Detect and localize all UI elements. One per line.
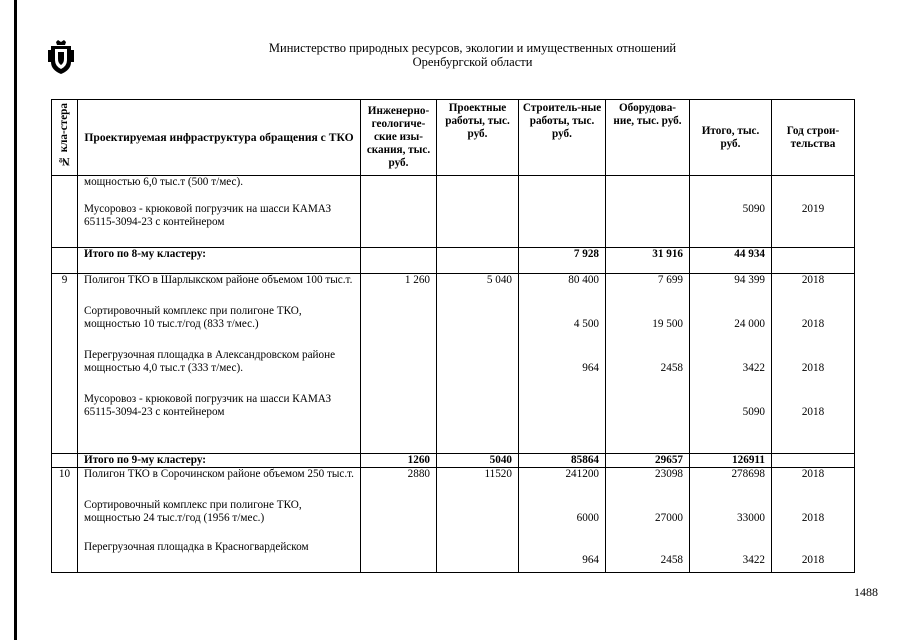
col-header-geo: Инженерно-геологиче-ские изы-скания, тыс. руб. — [361, 100, 437, 176]
item-name: Сортировочный комплекс при полигоне ТКО, мощностью 10 тыс.т/год (833 т/мес.) — [84, 305, 302, 330]
cell-equip: 23098 — [655, 468, 683, 480]
subtotal-label: Итого по 8-му кластеру: — [78, 248, 361, 274]
cell-year: 2018 — [801, 318, 825, 330]
item-name: мощностью 6,0 тыс.т (500 т/мес). — [84, 176, 244, 188]
cell-build: 241200 — [565, 468, 599, 480]
infrastructure-table — [51, 99, 855, 573]
cell-total: 3422 — [742, 362, 765, 374]
cell-build: 7 928 — [519, 248, 606, 274]
table-row — [52, 176, 855, 248]
cell-total: 3422 — [742, 554, 765, 566]
cell-year: 2018 — [801, 274, 825, 286]
cell-build: 80 400 — [568, 274, 599, 286]
cell-build: 85864 — [519, 454, 606, 468]
coat-of-arms-icon — [48, 40, 74, 74]
cell-geo: 1260 — [361, 454, 437, 468]
cell-design: 11520 — [484, 468, 512, 480]
cell-design: 5040 — [437, 454, 519, 468]
item-name: Полигон ТКО в Шарлыкском районе объемом 100 тыс.т. — [84, 274, 353, 286]
cell-build: 4 500 — [573, 318, 599, 330]
col-header-build: Строитель-ные работы, тыс. руб. — [519, 100, 606, 176]
cell-year: 2018 — [801, 362, 825, 374]
cell-year: 2018 — [801, 468, 825, 480]
col-header-name: Проектируемая инфраструктура обращения с ТКО — [78, 100, 361, 176]
cell-equip: 2458 — [660, 554, 683, 566]
cell-total: 5090 — [742, 203, 765, 215]
cluster-number: 9 — [52, 274, 78, 454]
table-row — [52, 468, 855, 573]
cell-total: 126911 — [690, 454, 772, 468]
cell-equip: 27000 — [655, 512, 683, 524]
cell-total: 94 399 — [734, 274, 765, 286]
cell-equip: 31 916 — [606, 248, 690, 274]
subtotal-row-9 — [52, 454, 855, 468]
cell-build: 964 — [582, 362, 599, 374]
cell-total: 44 934 — [690, 248, 772, 274]
cell-equip: 29657 — [606, 454, 690, 468]
col-header-num: № кла-стера — [52, 100, 78, 176]
page-edge-bar — [14, 0, 17, 640]
col-header-equip: Оборудова-ние, тыс. руб. — [606, 100, 690, 176]
col-header-year: Год строи-тельства — [772, 100, 855, 176]
page-number: 1488 — [854, 585, 878, 599]
cell-build: 6000 — [576, 512, 599, 524]
table-header-row — [52, 100, 855, 176]
cell-build: 964 — [582, 554, 599, 566]
cluster-number: 10 — [52, 468, 78, 573]
cell-total: 5090 — [742, 406, 765, 418]
cell-geo: 1 260 — [404, 274, 430, 286]
table-row — [52, 274, 855, 454]
cell-total: 24 000 — [734, 318, 765, 330]
header-region: Оренбургской области — [412, 55, 533, 69]
item-name: Полигон ТКО в Сорочинском районе объемом 250 тыс.т. — [84, 468, 354, 480]
cell-year: 2018 — [801, 512, 825, 524]
subtotal-row-8 — [52, 248, 855, 274]
item-name: Мусоровоз - крюковой погрузчик на шасси КАМАЗ 65115-3094-23 с контейнером — [84, 393, 332, 418]
cell-geo: 2880 — [407, 468, 430, 480]
cell-equip: 19 500 — [652, 318, 683, 330]
item-name: Сортировочный комплекс при полигоне ТКО, мощностью 24 тыс.т/год (1956 т/мес.) — [84, 499, 302, 524]
cell-year: 2018 — [801, 554, 825, 566]
subtotal-label: Итого по 9-му кластеру: — [78, 454, 361, 468]
item-name: Перегрузочная площадка в Красногвардейском — [84, 541, 309, 553]
col-header-total: Итого, тыс. руб. — [690, 100, 772, 176]
cell-total: 278698 — [731, 468, 765, 480]
item-name: Перегрузочная площадка в Александровском районе мощностью 4,0 тыс.т (333 т/мес). — [84, 349, 336, 374]
col-header-design: Проектные работы, тыс. руб. — [437, 100, 519, 176]
cell-year: 2019 — [801, 203, 825, 215]
cell-year: 2018 — [801, 406, 825, 418]
cell-total: 33000 — [737, 512, 765, 524]
header-ministry: Министерство природных ресурсов, экологии и имущественных отношений — [268, 41, 677, 55]
document-header — [160, 41, 785, 69]
cell-equip: 7 699 — [657, 274, 683, 286]
cell-equip: 2458 — [660, 362, 683, 374]
cell-design: 5 040 — [486, 274, 512, 286]
item-name: Мусоровоз - крюковой погрузчик на шасси КАМАЗ 65115-3094-23 с контейнером — [84, 203, 332, 228]
